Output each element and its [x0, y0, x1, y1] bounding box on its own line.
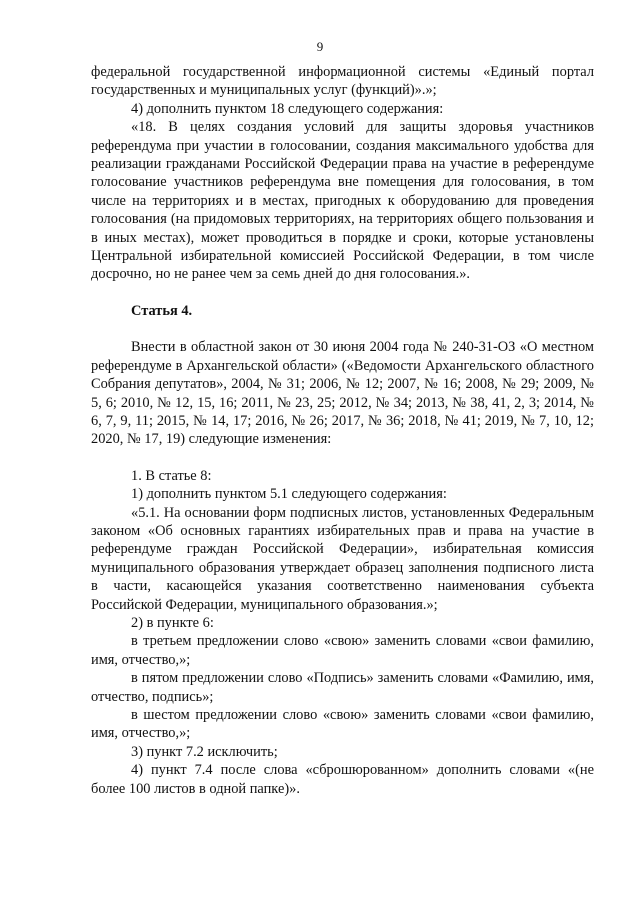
document-body	[91, 63, 594, 798]
paragraph: 1) дополнить пунктом 5.1 следующего содержания:	[131, 486, 447, 503]
paragraph: 4) пункт 7.4 после слова «сброшюрованном» дополнить словами «(не более 100 листов в одной папке)».	[91, 762, 594, 797]
spacer	[91, 449, 594, 467]
article-intro: Внести в областной закон от 30 июня 2004 года № 240-31-ОЗ «О местном референдуме в Архангельской области» («Ведомости Архангельского областного Собрания депутатов», 2004, № 31; 2006, № 12; 2007, № 16; 2008, № 29; 2009, № 5, 6; 2010, № 12, 15, 16; 2011, № 23, 25; 2012, № 34; 2013, № 38, 41, 2, 3; 2014, № 6, 7, 9, 11; 2015, № 14, 17; 2016, № 26; 2017, № 36; 2018, № 41; 2019, № 7, 10, 12; 2020, № 17, 19) следующие изменения:	[91, 339, 594, 448]
article-heading: Статья 4.	[131, 302, 193, 319]
paragraph: 4) дополнить пунктом 18 следующего содержания:	[131, 100, 444, 117]
paragraph: 1. В статье 8:	[131, 467, 212, 484]
paragraph: в шестом предложении слово «свою» заменить словами «свои фамилию, имя, отчество,»;	[91, 707, 594, 742]
paragraph: в третьем предложении слово «свою» заменить словами «свои фамилию, имя, отчество,»;	[91, 633, 594, 668]
paragraph: 3) пункт 7.2 исключить;	[131, 743, 278, 760]
paragraph: «18. В целях создания условий для защиты здоровья участников референдума при участии в голосовании, создания максимального удобства для реализации гражданами Российской Федерации права на участие в референдуме голосование участников референдума вне помещения для голосования, в том числе на территориях и в местах, пригодных к оборудованию для проведения голосования (на придомовых территориях, на территориях общего пользования и в иных местах), может проводиться в порядке и сроки, которые установлены Центральной избирательной комиссией Российской Федерации, в том числе досрочно, но не ранее чем за семь дней до дня голосования.».	[91, 119, 594, 283]
paragraph: «5.1. На основании форм подписных листов, установленных Федеральным законом «Об основных гарантиях избирательных прав и права на участие в референдуме граждан Российской Федерации», избирательная комиссия муниципального образования утверждает образец заполнения подписного листа в части, касающейся указания соответственно наименования субъекта Российской Федерации, муниципального образования.»;	[91, 504, 594, 613]
page-number: 9	[316, 39, 324, 54]
paragraph: 2) в пункте 6:	[131, 614, 214, 631]
paragraph: в пятом предложении слово «Подпись» заменить словами «Фамилию, имя, отчество, подпись»;	[91, 670, 594, 705]
paragraph: федеральной государственной информационной системы «Единый портал государственных и муниципальных услуг (функций)».»;	[91, 64, 594, 99]
